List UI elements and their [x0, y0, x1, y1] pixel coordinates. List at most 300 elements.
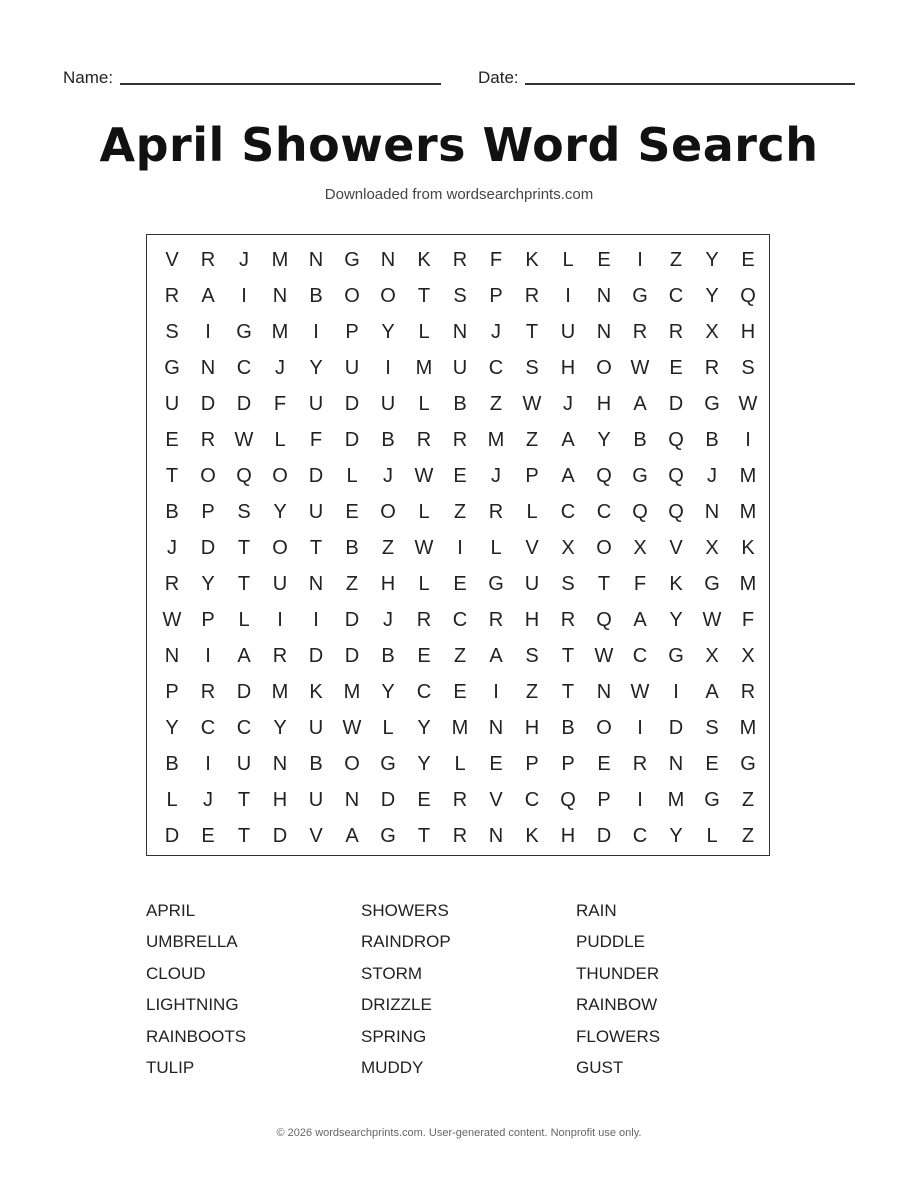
- grid-cell: W: [738, 392, 758, 415]
- grid-cell: Z: [345, 572, 359, 595]
- grid-cell: Z: [453, 500, 467, 523]
- grid-cell: X: [633, 536, 647, 559]
- word-list-item: STORM: [361, 963, 423, 983]
- grid-cell: Z: [741, 824, 755, 847]
- grid-cell: P: [525, 752, 539, 775]
- grid-cell: T: [561, 680, 575, 703]
- grid-cell: U: [164, 392, 180, 415]
- grid-cell: E: [453, 464, 467, 487]
- grid-cell: Q: [668, 464, 684, 487]
- grid-cell: I: [457, 536, 463, 559]
- grid-cell: W: [414, 464, 434, 487]
- grid-cell: K: [525, 824, 539, 847]
- grid-cell: S: [237, 500, 251, 523]
- grid-cell: U: [344, 356, 360, 379]
- grid-cell: M: [343, 680, 361, 703]
- grid-cell: W: [630, 356, 650, 379]
- grid-cell: Y: [165, 716, 179, 739]
- grid-cell: I: [493, 680, 499, 703]
- grid-cell: G: [488, 572, 504, 595]
- grid-cell: L: [382, 716, 394, 739]
- grid-cell: M: [667, 788, 685, 811]
- grid-cell: X: [561, 536, 575, 559]
- grid-cell: Z: [381, 536, 395, 559]
- grid-cell: W: [630, 680, 650, 703]
- grid-cell: O: [272, 464, 288, 487]
- grid-cell: O: [272, 536, 288, 559]
- grid-cell: T: [237, 572, 251, 595]
- date-label: Date:: [478, 68, 519, 87]
- grid-cell: E: [417, 644, 431, 667]
- grid-cell: B: [561, 716, 575, 739]
- word-list-item: FLOWERS: [576, 1026, 661, 1046]
- grid-cell: H: [524, 608, 540, 631]
- grid-cell: R: [704, 356, 720, 379]
- grid-cell: G: [344, 248, 360, 271]
- grid-cell: R: [452, 824, 468, 847]
- word-list-item: SHOWERS: [361, 901, 449, 920]
- grid-cell: V: [165, 248, 179, 271]
- grid-cell: Y: [669, 824, 683, 847]
- grid-cell: Y: [417, 752, 431, 775]
- grid-cell: R: [416, 428, 432, 451]
- grid-cell: P: [561, 752, 575, 775]
- word-list: [146, 898, 791, 1086]
- grid-cell: N: [668, 752, 684, 775]
- grid-cell: D: [344, 392, 360, 415]
- grid-cell: M: [415, 356, 433, 379]
- grid-cell: L: [346, 464, 358, 487]
- grid-cell: T: [561, 644, 575, 667]
- grid-cell: D: [200, 392, 216, 415]
- grid-cell: R: [560, 608, 576, 631]
- grid-cell: E: [345, 500, 359, 523]
- grid-cell: E: [669, 356, 683, 379]
- word-list-item: THUNDER: [576, 963, 660, 983]
- grid-cell: P: [165, 680, 179, 703]
- grid-cell: L: [418, 500, 430, 523]
- grid-cell: G: [380, 824, 396, 847]
- grid-cell: M: [451, 716, 469, 739]
- grid-cell: J: [239, 248, 249, 271]
- grid-cell: M: [271, 320, 289, 343]
- grid-cell: K: [741, 536, 755, 559]
- grid-cell: N: [596, 680, 612, 703]
- grid-cell: J: [383, 608, 393, 631]
- grid-cell: P: [489, 284, 503, 307]
- grid-cell: S: [741, 356, 755, 379]
- grid-cell: A: [237, 644, 251, 667]
- grid-cell: N: [164, 644, 180, 667]
- grid-cell: I: [637, 788, 643, 811]
- grid-cell: C: [488, 356, 504, 379]
- grid-cell: B: [705, 428, 719, 451]
- grid-cell: I: [205, 644, 211, 667]
- grid-cell: G: [740, 752, 756, 775]
- name-line: [120, 83, 441, 85]
- grid-cell: Z: [489, 392, 503, 415]
- grid-cell: J: [167, 536, 177, 559]
- grid-cell: U: [236, 752, 252, 775]
- grid-cell: D: [668, 716, 684, 739]
- grid-cell: B: [453, 392, 467, 415]
- grid-cell: D: [236, 680, 252, 703]
- grid-cell: E: [201, 824, 215, 847]
- grid-cell: O: [344, 752, 360, 775]
- grid-cell: H: [380, 572, 396, 595]
- grid-cell: R: [164, 284, 180, 307]
- grid-cell: E: [741, 248, 755, 271]
- grid-cell: A: [633, 392, 647, 415]
- grid-cell: C: [632, 644, 648, 667]
- grid-cell: E: [453, 680, 467, 703]
- grid-cell: I: [673, 680, 679, 703]
- grid-cell: I: [241, 284, 247, 307]
- grid-cell: H: [524, 716, 540, 739]
- grid-cell: W: [594, 644, 614, 667]
- grid-cell: W: [234, 428, 254, 451]
- grid-cell: P: [201, 608, 215, 631]
- grid-cell: M: [487, 428, 505, 451]
- grid-cell: M: [739, 572, 757, 595]
- grid-cell: A: [705, 680, 719, 703]
- grid-cell: L: [418, 320, 430, 343]
- grid-cell: W: [414, 536, 434, 559]
- grid-cell: U: [524, 572, 540, 595]
- grid-cell: N: [596, 320, 612, 343]
- grid-cell: N: [452, 320, 468, 343]
- grid-cell: Y: [273, 716, 287, 739]
- grid-cell: P: [525, 464, 539, 487]
- grid-cell: L: [454, 752, 466, 775]
- grid-cell: W: [162, 608, 182, 631]
- grid-cell: T: [237, 788, 251, 811]
- grid-cell: Q: [740, 284, 756, 307]
- grid-cell: T: [525, 320, 539, 343]
- grid-cell: O: [380, 284, 396, 307]
- grid-cell: Y: [381, 320, 395, 343]
- grid-cell: F: [273, 392, 287, 415]
- grid-cell: O: [596, 356, 612, 379]
- grid-cell: R: [164, 572, 180, 595]
- grid-cell: N: [380, 248, 396, 271]
- grid-cell: O: [380, 500, 396, 523]
- grid-cell: R: [200, 428, 216, 451]
- grid-cell: J: [383, 464, 393, 487]
- word-list-item: CLOUD: [146, 963, 206, 983]
- grid-cell: U: [272, 572, 288, 595]
- grid-cell: Q: [632, 500, 648, 523]
- grid-cell: Y: [669, 608, 683, 631]
- word-list-item: APRIL: [146, 901, 196, 920]
- grid-cell: T: [417, 284, 431, 307]
- grid-cell: M: [739, 716, 757, 739]
- grid-cell: R: [200, 680, 216, 703]
- grid-cell: D: [272, 824, 288, 847]
- letter-grid: [154, 242, 766, 854]
- grid-cell: D: [380, 788, 396, 811]
- grid-cell: V: [525, 536, 539, 559]
- grid-cell: I: [205, 752, 211, 775]
- grid-cell: D: [668, 392, 684, 415]
- grid-cell: C: [632, 824, 648, 847]
- grid-cell: N: [488, 716, 504, 739]
- word-list-item: PUDDLE: [576, 932, 645, 952]
- grid-cell: E: [165, 428, 179, 451]
- grid-cell: X: [705, 320, 719, 343]
- word-list-item: TULIP: [146, 1057, 195, 1077]
- footer-copyright: © 2026 wordsearchprints.com. User-generated content. Nonprofit use only.: [276, 1127, 642, 1139]
- grid-cell: U: [452, 356, 468, 379]
- word-list-item: RAIN: [576, 901, 617, 920]
- grid-cell: Z: [453, 644, 467, 667]
- grid-cell: B: [381, 428, 395, 451]
- grid-cell: G: [236, 320, 252, 343]
- grid-cell: L: [526, 500, 538, 523]
- grid-cell: P: [597, 788, 611, 811]
- grid-cell: B: [309, 752, 323, 775]
- grid-cell: F: [489, 248, 503, 271]
- grid-cell: D: [344, 608, 360, 631]
- grid-cell: Y: [381, 680, 395, 703]
- grid-cell: B: [381, 644, 395, 667]
- grid-cell: N: [200, 356, 216, 379]
- grid-cell: Y: [705, 248, 719, 271]
- grid-cell: C: [596, 500, 612, 523]
- grid-cell: V: [669, 536, 683, 559]
- grid-cell: H: [560, 824, 576, 847]
- grid-cell: I: [385, 356, 391, 379]
- word-list-item: GUST: [576, 1057, 624, 1077]
- grid-cell: P: [345, 320, 359, 343]
- grid-cell: D: [308, 644, 324, 667]
- grid-cell: I: [637, 716, 643, 739]
- grid-cell: I: [313, 608, 319, 631]
- grid-cell: V: [489, 788, 503, 811]
- grid-cell: W: [522, 392, 542, 415]
- grid-cell: F: [633, 572, 647, 595]
- grid-cell: R: [488, 608, 504, 631]
- grid-cell: V: [309, 824, 323, 847]
- grid-cell: Y: [705, 284, 719, 307]
- grid-cell: A: [345, 824, 359, 847]
- grid-cell: N: [596, 284, 612, 307]
- grid-cell: K: [417, 248, 431, 271]
- name-field[interactable]: [63, 68, 113, 88]
- grid-cell: D: [200, 536, 216, 559]
- grid-cell: D: [236, 392, 252, 415]
- grid-cell: R: [632, 320, 648, 343]
- grid-cell: A: [633, 608, 647, 631]
- grid-cell: A: [489, 644, 503, 667]
- grid-cell: L: [706, 824, 718, 847]
- grid-cell: O: [200, 464, 216, 487]
- grid-cell: C: [524, 788, 540, 811]
- grid-cell: M: [271, 248, 289, 271]
- grid-cell: L: [490, 536, 502, 559]
- grid-cell: F: [309, 428, 323, 451]
- grid-cell: E: [417, 788, 431, 811]
- grid-cell: G: [704, 392, 720, 415]
- grid-cell: D: [596, 824, 612, 847]
- grid-cell: G: [704, 788, 720, 811]
- grid-cell: J: [203, 788, 213, 811]
- grid-cell: J: [707, 464, 717, 487]
- grid-cell: E: [705, 752, 719, 775]
- grid-cell: Z: [525, 680, 539, 703]
- grid-cell: Q: [668, 428, 684, 451]
- grid-cell: M: [739, 464, 757, 487]
- grid-cell: B: [345, 536, 359, 559]
- grid-cell: X: [741, 644, 755, 667]
- word-list-item: DRIZZLE: [361, 995, 432, 1015]
- grid-cell: O: [596, 716, 612, 739]
- grid-cell: Q: [560, 788, 576, 811]
- word-list-item: MUDDY: [361, 1057, 424, 1077]
- date-line: [525, 83, 855, 85]
- grid-cell: R: [740, 680, 756, 703]
- grid-cell: X: [705, 644, 719, 667]
- grid-cell: Y: [201, 572, 215, 595]
- grid-cell: I: [745, 428, 751, 451]
- grid-cell: U: [308, 716, 324, 739]
- grid-cell: Z: [525, 428, 539, 451]
- grid-cell: R: [272, 644, 288, 667]
- grid-cell: D: [308, 464, 324, 487]
- grid-cell: M: [271, 680, 289, 703]
- grid-cell: T: [237, 824, 251, 847]
- grid-cell: R: [452, 248, 468, 271]
- grid-cell: I: [637, 248, 643, 271]
- grid-cell: I: [313, 320, 319, 343]
- grid-cell: D: [164, 824, 180, 847]
- grid-cell: H: [596, 392, 612, 415]
- grid-cell: L: [418, 392, 430, 415]
- grid-cell: G: [704, 572, 720, 595]
- grid-cell: E: [597, 248, 611, 271]
- date-field[interactable]: [478, 68, 519, 88]
- grid-cell: C: [452, 608, 468, 631]
- grid-cell: Q: [596, 608, 612, 631]
- word-list-item: RAINBOW: [576, 995, 658, 1015]
- grid-cell: J: [275, 356, 285, 379]
- grid-cell: S: [525, 644, 539, 667]
- grid-cell: Y: [273, 500, 287, 523]
- grid-cell: N: [272, 284, 288, 307]
- grid-cell: S: [705, 716, 719, 739]
- grid-cell: R: [488, 500, 504, 523]
- grid-cell: N: [344, 788, 360, 811]
- grid-cell: S: [165, 320, 179, 343]
- grid-cell: R: [632, 752, 648, 775]
- grid-cell: N: [308, 572, 324, 595]
- grid-cell: U: [308, 392, 324, 415]
- grid-cell: R: [452, 788, 468, 811]
- word-list-item: RAINDROP: [361, 932, 451, 952]
- word-list-item: LIGHTNING: [146, 995, 239, 1015]
- grid-cell: Z: [669, 248, 683, 271]
- grid-cell: I: [205, 320, 211, 343]
- grid-cell: N: [272, 752, 288, 775]
- page-subtitle: Downloaded from wordsearchprints.com: [324, 186, 594, 203]
- page-title: April Showers Word Search: [99, 118, 819, 172]
- grid-cell: L: [274, 428, 286, 451]
- grid-cell: Q: [596, 464, 612, 487]
- grid-cell: W: [702, 608, 722, 631]
- grid-cell: T: [237, 536, 251, 559]
- grid-cell: R: [668, 320, 684, 343]
- grid-cell: Y: [309, 356, 323, 379]
- grid-cell: B: [165, 752, 179, 775]
- grid-cell: O: [596, 536, 612, 559]
- grid-cell: B: [165, 500, 179, 523]
- grid-cell: P: [201, 500, 215, 523]
- grid-cell: A: [561, 428, 575, 451]
- grid-cell: K: [525, 248, 539, 271]
- grid-cell: I: [277, 608, 283, 631]
- grid-cell: E: [453, 572, 467, 595]
- grid-cell: H: [272, 788, 288, 811]
- grid-cell: J: [491, 320, 501, 343]
- grid-cell: N: [308, 248, 324, 271]
- grid-cell: R: [524, 284, 540, 307]
- grid-cell: O: [344, 284, 360, 307]
- grid-cell: C: [236, 356, 252, 379]
- grid-cell: W: [342, 716, 362, 739]
- grid-cell: E: [597, 752, 611, 775]
- grid-cell: D: [344, 428, 360, 451]
- grid-cell: J: [563, 392, 573, 415]
- grid-cell: G: [632, 464, 648, 487]
- grid-cell: G: [668, 644, 684, 667]
- grid-cell: R: [200, 248, 216, 271]
- word-list-item: RAINBOOTS: [146, 1026, 247, 1046]
- grid-cell: L: [418, 572, 430, 595]
- grid-cell: U: [380, 392, 396, 415]
- grid-cell: U: [308, 500, 324, 523]
- grid-cell: D: [344, 644, 360, 667]
- grid-cell: B: [633, 428, 647, 451]
- grid-cell: C: [668, 284, 684, 307]
- grid-cell: A: [201, 284, 215, 307]
- grid-cell: S: [453, 284, 467, 307]
- grid-cell: A: [561, 464, 575, 487]
- grid-cell: Z: [741, 788, 755, 811]
- grid-cell: J: [491, 464, 501, 487]
- grid-cell: X: [705, 536, 719, 559]
- grid-cell: N: [488, 824, 504, 847]
- grid-cell: N: [704, 500, 720, 523]
- grid-cell: U: [560, 320, 576, 343]
- grid-cell: H: [740, 320, 756, 343]
- grid-cell: K: [309, 680, 323, 703]
- grid-cell: T: [597, 572, 611, 595]
- grid-cell: R: [452, 428, 468, 451]
- grid-cell: S: [525, 356, 539, 379]
- grid-cell: K: [669, 572, 683, 595]
- grid-cell: Y: [417, 716, 431, 739]
- name-label: Name:: [63, 68, 114, 87]
- grid-cell: G: [632, 284, 648, 307]
- grid-cell: T: [165, 464, 179, 487]
- grid-cell: Q: [236, 464, 252, 487]
- grid-cell: G: [164, 356, 180, 379]
- grid-cell: H: [560, 356, 576, 379]
- grid-cell: L: [166, 788, 178, 811]
- grid-cell: T: [309, 536, 323, 559]
- grid-cell: C: [560, 500, 576, 523]
- word-list-item: UMBRELLA: [146, 932, 238, 952]
